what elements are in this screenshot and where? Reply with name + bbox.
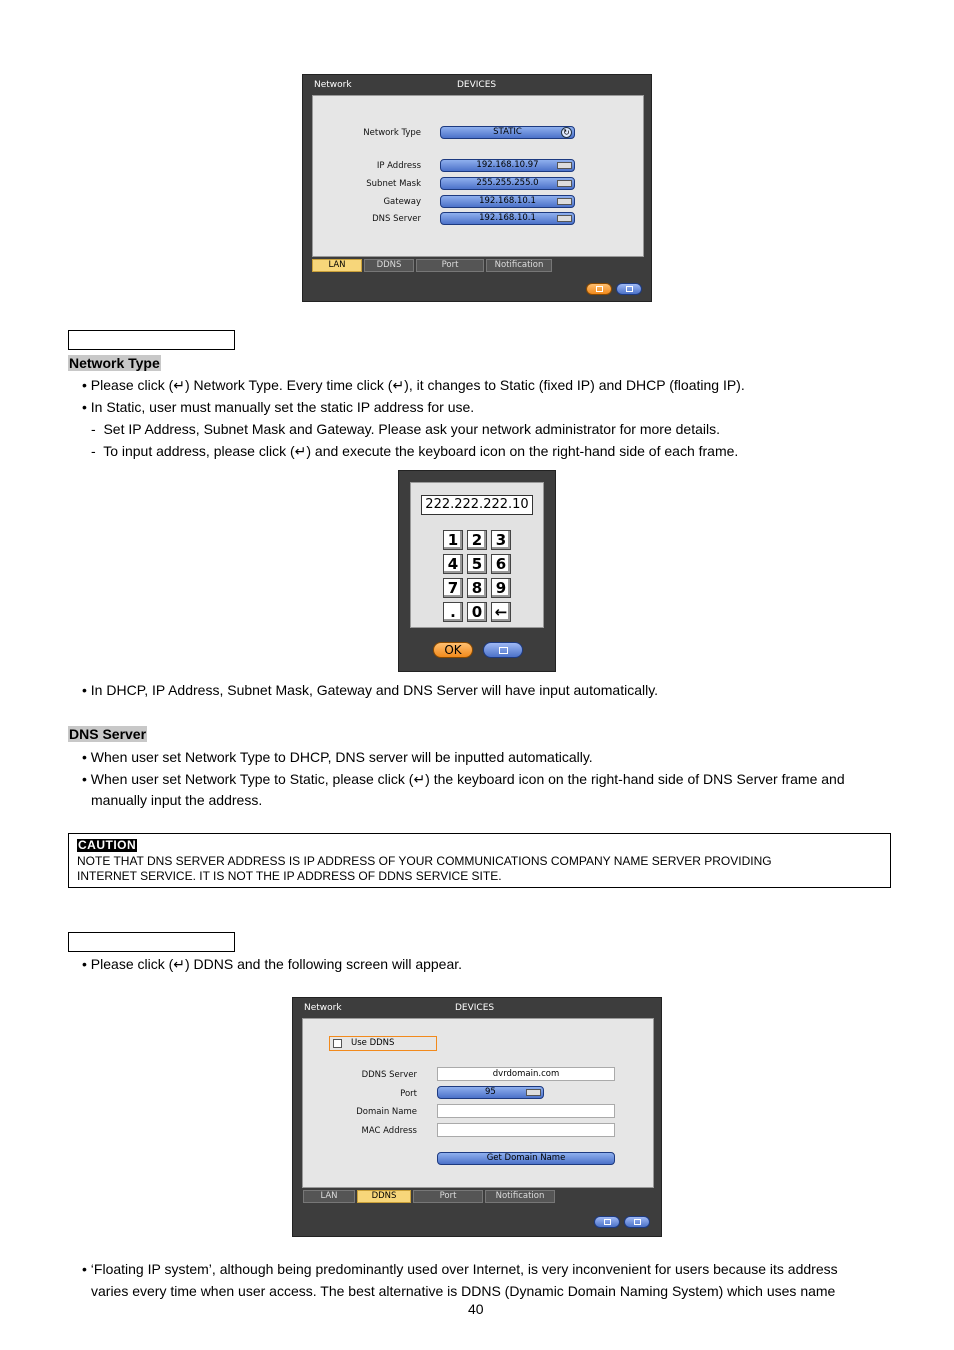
screen-category: DEVICES — [457, 80, 497, 90]
dns-server-heading: DNS Server — [69, 726, 147, 742]
tab-ddns[interactable]: DDNS — [364, 259, 414, 272]
screen-title: Network — [314, 80, 352, 90]
bullet-text: In Static, user must manually set the static IP address for use. — [90, 399, 475, 415]
domain-name-label: Domain Name — [356, 1107, 417, 1117]
network-lan-screen — [302, 74, 652, 302]
tab-notification[interactable]: Notification — [486, 259, 552, 272]
bullet-text: When user set Network Type to Static, please click (↵) the keyboard icon on the right-hand side of DNS Server frame and — [90, 771, 845, 787]
bullet-item: • Please click (↵) DDNS and the following screen will appear. — [82, 956, 463, 972]
screen-header — [293, 998, 661, 1018]
keyboard-icon[interactable] — [526, 1089, 541, 1096]
mac-address-label: MAC Address — [361, 1126, 417, 1136]
network-type-field[interactable] — [440, 126, 575, 139]
tab-port[interactable]: Port — [413, 1190, 483, 1203]
keypad-exit-button[interactable] — [483, 642, 523, 658]
exit-icon — [634, 1219, 641, 1225]
ip-keypad — [398, 470, 556, 672]
key-2[interactable]: 2 — [467, 530, 487, 550]
save-icon — [604, 1219, 611, 1225]
caution-tag: CAUTION — [78, 838, 137, 852]
ip-address-field[interactable] — [440, 159, 575, 172]
keyboard-icon[interactable] — [557, 198, 572, 205]
exit-button[interactable] — [616, 283, 642, 295]
screen-body — [312, 95, 644, 257]
save-button[interactable] — [586, 283, 612, 295]
caution-line: INTERNET SERVICE. IT IS NOT THE IP ADDRESS OF DDNS SERVICE SITE. — [77, 869, 502, 883]
bullet-text: In DHCP, IP Address, Subnet Mask, Gateway and DNS Server will have input automatically. — [90, 682, 659, 698]
screen-header — [303, 75, 651, 95]
bullet-item: • When user set Network Type to Static, please click (↵) the keyboard icon on the right-hand side of DNS Server frame and — [82, 771, 845, 787]
save-button[interactable] — [594, 1216, 620, 1228]
use-ddns-checkbox[interactable] — [333, 1039, 342, 1048]
port-value: 95 — [485, 1087, 496, 1097]
key-dot[interactable]: . — [443, 602, 463, 622]
subnet-mask-value: 255.255.255.0 — [476, 178, 539, 188]
subnet-mask-field[interactable] — [440, 177, 575, 190]
port-label: Port — [400, 1089, 417, 1099]
bullet-continuation: varies every time when user access. The best alternative is DDNS (Dynamic Domain Naming System) which uses name — [91, 1283, 836, 1299]
bullet-item: • ‘Floating IP system’, although being predominantly used over Internet, is very inconvenient for users because its address — [82, 1261, 838, 1277]
port-field[interactable] — [437, 1086, 544, 1099]
sub-bullet-item: - Set IP Address, Subnet Mask and Gateway. Please ask your network administrator for more details. — [91, 421, 721, 437]
bullet-text: ‘Floating IP system’, although being predominantly used over Internet, is very inconvenient for users because its address — [90, 1261, 838, 1277]
gateway-label: Gateway — [383, 197, 421, 207]
exit-button[interactable] — [624, 1216, 650, 1228]
domain-name-field[interactable] — [437, 1104, 615, 1118]
tab-port[interactable]: Port — [416, 259, 484, 272]
key-0[interactable]: 0 — [467, 602, 487, 622]
screen-category: DEVICES — [455, 1003, 495, 1013]
use-ddns-label: Use DDNS — [351, 1038, 395, 1048]
screen-body — [302, 1018, 654, 1188]
tab-ddns[interactable]: DDNS — [357, 1190, 411, 1203]
key-4[interactable]: 4 — [443, 554, 463, 574]
screen-title: Network — [304, 1003, 342, 1013]
bullet-text: Please click (↵) DDNS and the following screen will appear. — [90, 956, 463, 972]
cycle-icon[interactable]: ↻ — [561, 127, 572, 138]
caution-text — [77, 854, 772, 884]
use-ddns-option[interactable] — [329, 1036, 437, 1051]
key-8[interactable]: 8 — [467, 578, 487, 598]
page-number: 40 — [468, 1301, 484, 1317]
gateway-field[interactable] — [440, 195, 575, 208]
network-type-heading: Network Type — [69, 355, 160, 371]
bullet-text: Please click (↵) Network Type. Every time click (↵), it changes to Static (fixed IP) and DHCP (floating IP). — [90, 377, 745, 393]
mac-address-field[interactable] — [437, 1123, 615, 1137]
keyboard-icon[interactable] — [557, 162, 572, 169]
section-title-box — [68, 932, 235, 952]
keypad-display[interactable]: 222.222.222.10 — [421, 495, 533, 515]
tab-lan[interactable]: LAN — [303, 1190, 355, 1203]
ddns-server-field[interactable]: dvrdomain.com — [437, 1067, 615, 1081]
bullet-item: • Please click (↵) Network Type. Every time click (↵), it changes to Static (fixed IP) and DHCP (floating IP). — [82, 377, 745, 393]
sub-bullet-text: Set IP Address, Subnet Mask and Gateway. Please ask your network administrator for more details. — [103, 421, 721, 437]
bullet-item: • When user set Network Type to DHCP, DNS server will be inputted automatically. — [82, 749, 593, 765]
bullet-item: • In Static, user must manually set the static IP address for use. — [82, 399, 475, 415]
get-domain-name-button[interactable]: Get Domain Name — [437, 1152, 615, 1165]
keyboard-icon[interactable] — [557, 180, 572, 187]
dns-server-field[interactable] — [440, 212, 575, 225]
gateway-value: 192.168.10.1 — [479, 196, 536, 206]
tab-notification[interactable]: Notification — [485, 1190, 555, 1203]
tab-lan[interactable]: LAN — [312, 259, 362, 272]
network-type-label: Network Type — [363, 128, 421, 138]
key-9[interactable]: 9 — [491, 578, 511, 598]
key-1[interactable]: 1 — [443, 530, 463, 550]
exit-icon — [626, 286, 633, 292]
ok-button[interactable] — [433, 642, 473, 658]
bullet-text: When user set Network Type to DHCP, DNS server will be inputted automatically. — [90, 749, 593, 765]
key-3[interactable]: 3 — [491, 530, 511, 550]
key-7[interactable]: 7 — [443, 578, 463, 598]
sub-bullet-item: - To input address, please click (↵) and execute the keyboard icon on the right-hand side of each frame. — [91, 443, 739, 459]
caution-line: NOTE THAT DNS SERVER ADDRESS IS IP ADDRESS OF YOUR COMMUNICATIONS COMPANY NAME SERVER PROVIDING — [77, 854, 772, 868]
exit-icon — [499, 647, 508, 654]
key-5[interactable]: 5 — [467, 554, 487, 574]
caution-box — [68, 833, 891, 888]
subnet-mask-label: Subnet Mask — [366, 179, 421, 189]
sub-bullet-text: To input address, please click (↵) and execute the keyboard icon on the right-hand side of each frame. — [103, 443, 739, 459]
bullet-item: • In DHCP, IP Address, Subnet Mask, Gateway and DNS Server will have input automatically. — [82, 682, 659, 698]
key-backspace[interactable]: ← — [491, 602, 511, 622]
ddns-server-label: DDNS Server — [361, 1070, 417, 1080]
bullet-continuation: manually input the address. — [91, 792, 263, 808]
network-ddns-screen — [292, 997, 662, 1237]
dns-server-label: DNS Server — [372, 214, 421, 224]
ok-label: OK — [444, 643, 462, 657]
ip-address-label: IP Address — [376, 161, 421, 171]
save-icon — [596, 286, 603, 292]
section-title-box — [68, 330, 235, 350]
ip-address-value: 192.168.10.97 — [476, 160, 539, 170]
network-type-value: STATIC — [493, 127, 522, 137]
key-6[interactable]: 6 — [491, 554, 511, 574]
keyboard-icon[interactable] — [557, 215, 572, 222]
dns-server-value: 192.168.10.1 — [479, 213, 536, 223]
